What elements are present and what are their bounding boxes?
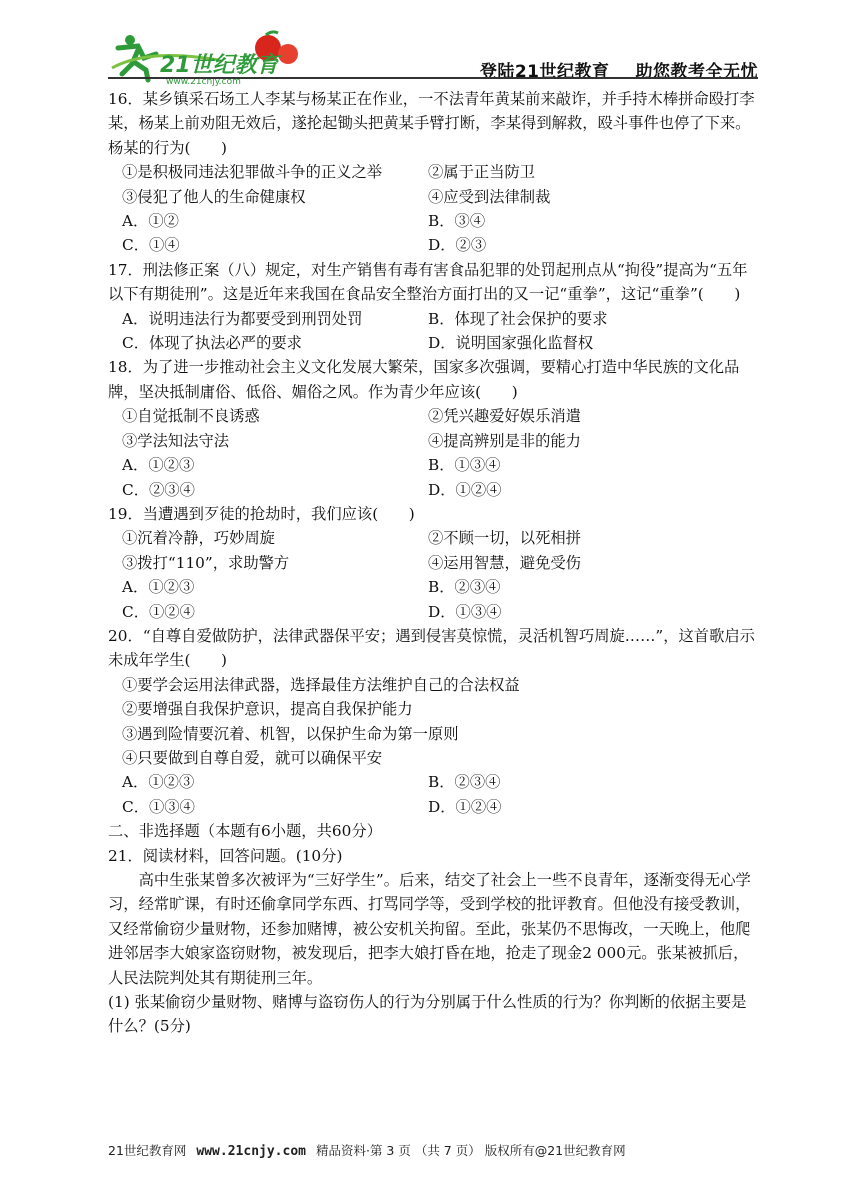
slogan-right: 助您教考全无忧 [635,62,758,82]
q20-statement-1: ①要学会运用法律武器，选择最佳方法维护自己的合法权益 [122,675,520,694]
q19-option-b: B．②③④ [428,578,501,597]
q16-option-b: B．③④ [428,212,486,231]
q19-statement-2: ②不顾一切，以死相拼 [428,529,581,548]
q20-option-a: A．①②③ [122,773,195,792]
q19-statement-4: ④运用智慧，避免受伤 [428,553,581,572]
q20-stem: 20．“自尊自爱做防护，法律武器保平安；遇到侵害莫惊慌，灵活机智巧周旋……”，这首歌启示未成年学生( ) [108,626,755,670]
header-rule [108,77,758,79]
q18-statement-2: ②凭兴趣爱好娱乐消遣 [428,407,581,426]
q17-option-d: D．说明国家强化监督权 [428,334,594,353]
q20-statement-3: ③遇到险情要沉着、机智，以保护生命为第一原则 [122,724,459,743]
svg-text:21世纪教育: 21世纪教育 [160,53,279,78]
q16-statement-2: ②属于正当防卫 [428,163,536,182]
q16-stem: 16．某乡镇采石场工人李某与杨某正在作业，一不法青年黄某前来敲诈，并手持木棒拼命殴打李某，杨某上前劝阻无效后，遂抡起锄头把黄某手臂打断，李某得到解救，殴斗事件也停了下来。杨某的行为( ) [108,90,755,157]
slogan-left: 登陆21世纪教育 [479,62,610,82]
q19-option-a: A．①②③ [122,578,195,597]
q20-option-b: B．②③④ [428,773,501,792]
q17-option-a: A．说明违法行为都要受到刑罚处罚 [122,309,363,328]
q21-stem: 21．阅读材料，回答问题。(10分) [108,846,343,865]
q19-option-d: D．①③④ [428,602,502,621]
q19-statement-1: ①沉着冷静，巧妙周旋 [122,529,275,548]
q18-statement-3: ③学法知法守法 [122,431,230,450]
q16-statement-1: ①是积极同违法犯罪做斗争的正义之举 [122,163,383,182]
q16-option-a: A．①② [122,212,179,231]
footer-page-info: 精品资料·第 3 页 （共 7 页） 版权所有@21世纪教育网 [315,1143,626,1158]
q20-statement-4: ④只要做到自尊自爱，就可以确保平安 [122,748,383,767]
q18-stem: 18．为了进一步推动社会主义文化发展大繁荣，国家多次强调，要精心打造中华民族的文化品牌，坚决抵制庸俗、低俗、媚俗之风。作为青少年应该( ) [108,358,740,401]
q19-statement-3: ③拨打“110”，求助警方 [122,553,290,572]
q18-statement-1: ①自觉抵制不良诱惑 [122,407,260,426]
q20-statement-2: ②要增强自我保护意识，提高自我保护能力 [122,700,413,719]
q20-option-c: C．①③④ [122,797,195,816]
q17-option-b: B．体现了社会保护的要求 [428,309,608,328]
footer-site: 21世纪教育网 [108,1143,187,1158]
q18-option-c: C．②③④ [122,480,195,499]
q16-option-c: C．①④ [122,236,180,255]
footer-url[interactable]: www.21cnjy.com [196,1144,306,1159]
q17-option-c: C．体现了执法必严的要求 [122,334,302,353]
q21-subquestion-1: (1) 张某偷窃少量财物、赌博与盗窃伤人的行为分别属于什么性质的行为？你判断的依据主要是什么？(5分) [108,993,747,1036]
q18-option-d: D．①②④ [428,480,502,499]
svg-text:www.21cnjy.com: www.21cnjy.com [166,77,241,86]
q16-statement-3: ③侵犯了他人的生命健康权 [122,187,306,206]
q20-option-d: D．①②④ [428,797,502,816]
q18-option-a: A．①②③ [122,456,195,475]
page-footer [108,1141,758,1159]
page-header [108,28,758,88]
q19-option-c: C．①②④ [122,602,195,621]
q18-statement-4: ④提高辨别是非的能力 [428,431,581,450]
q16-statement-4: ④应受到法律制裁 [428,187,551,206]
q19-stem: 19．当遭遇到歹徒的抢劫时，我们应该( ) [108,504,415,523]
section-2-heading: 二、非选择题（本题有6小题，共60分） [108,822,382,841]
q21-material: 高中生张某曾多次被评为“三好学生”。后来，结交了社会上一些不良青年，逐渐变得无心学习，经常旷课，有时还偷拿同学东西、打骂同学等，受到学校的批评教育。但他没有接受教训，又经常偷窃少量财物，还参加赌博，被公安机关拘留。至此，张某仍不思悔改，一天晚上，他爬进邻居李大娘家盗窃财物，被发现后，把李大娘打昏在地，抢走了现金2 000元。张某被抓后，人民法院判处其有期徒刑三年。 [108,871,751,987]
q16-option-d: D．②③ [428,236,487,255]
q17-stem: 17．刑法修正案（八）规定，对生产销售有毒有害食品犯罪的处罚起刑点从“拘役”提高为“五年以下有期徒刑”。这是近年来我国在食品安全整治方面打出的又一记“重拳”，这记“重拳”( ) [108,260,748,304]
page-content [108,87,758,1039]
q18-option-b: B．①③④ [428,456,501,475]
